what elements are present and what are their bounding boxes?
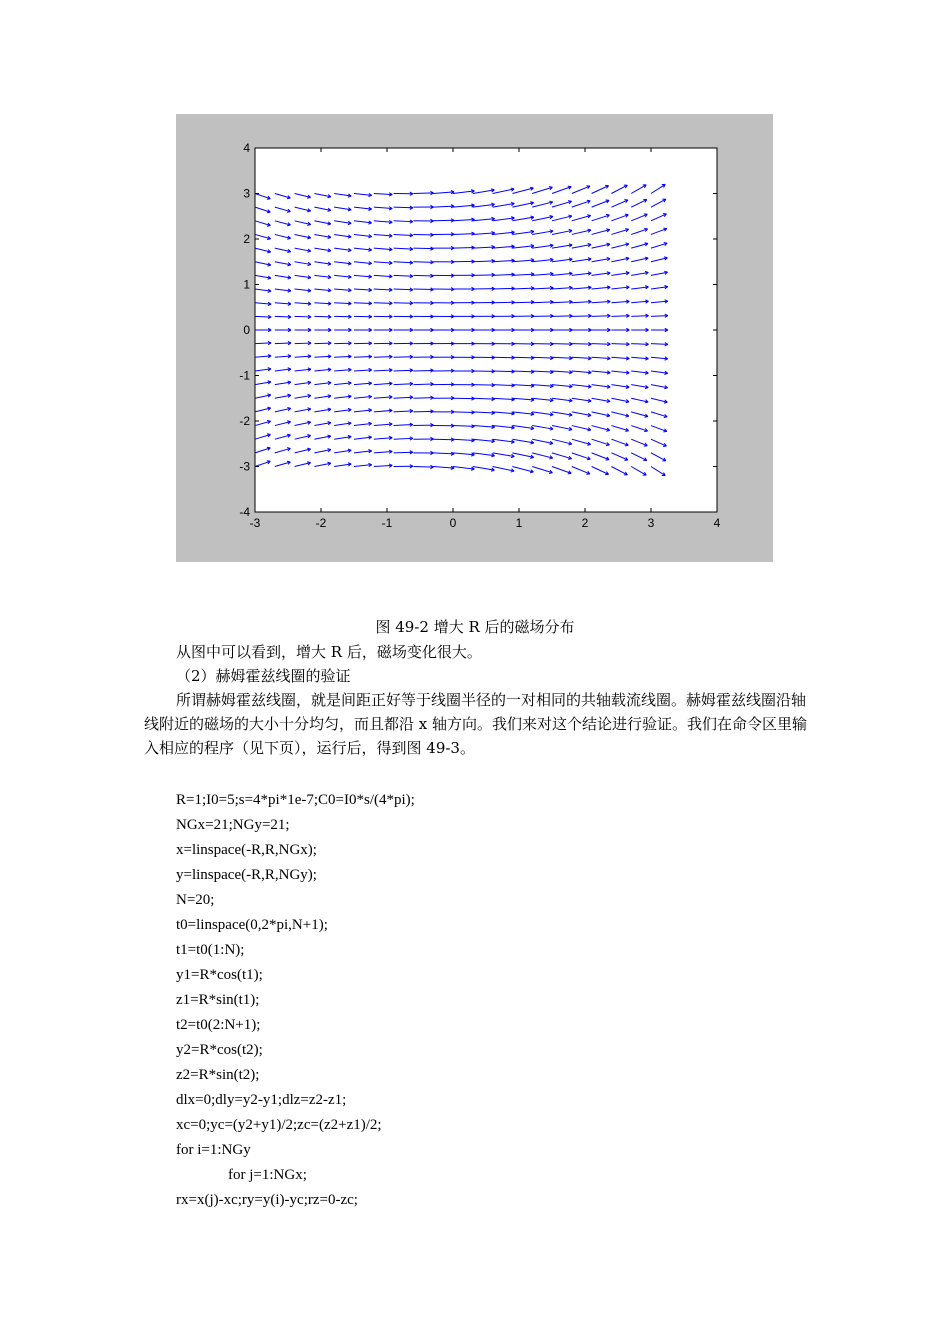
field-arrow-shaft: [473, 385, 495, 386]
field-arrow-shaft: [413, 398, 433, 399]
field-arrow-head: [568, 473, 571, 474]
field-arrow-shaft: [394, 207, 413, 208]
field-arrow-head: [663, 431, 666, 432]
figure-caption: 图 49-2 增大 R 后的磁场分布: [375, 618, 575, 636]
code-block: [176, 788, 415, 1213]
code-line: t2=t0(2:N+1);: [176, 1017, 261, 1033]
field-arrow-head: [267, 212, 270, 213]
field-arrow-shaft: [611, 316, 629, 317]
code-line: rx=x(j)-xc;ry=y(i)-yc;rz=0-zc;: [176, 1192, 358, 1208]
code-line: NGx=21;NGy=21;: [176, 817, 290, 833]
code-line: for j=1:NGx;: [228, 1167, 307, 1183]
field-arrow-shaft: [493, 371, 515, 372]
y-tick-label: 2: [243, 232, 250, 246]
field-arrow-shaft: [295, 316, 311, 317]
field-arrow-shaft: [413, 384, 433, 385]
field-arrow-shaft: [314, 316, 331, 317]
code-line: z2=R*sin(t2);: [176, 1067, 260, 1083]
field-arrow-head: [644, 431, 647, 432]
paragraph-observation: 从图中可以看到，增大 R 后，磁场变化很大。: [176, 643, 482, 661]
field-arrow-shaft: [433, 220, 454, 221]
field-arrow-shaft: [592, 316, 611, 317]
field-arrow-head: [625, 431, 628, 432]
field-arrow-shaft: [512, 302, 534, 303]
x-tick-label: 0: [449, 516, 457, 530]
field-arrow-shaft: [394, 452, 413, 453]
figure-49-2: [176, 114, 773, 562]
field-arrow-shaft: [413, 467, 433, 468]
y-tick-label: 4: [243, 141, 250, 155]
x-tick-label: 4: [713, 516, 721, 530]
field-arrow-shaft: [473, 275, 495, 276]
field-arrow-head: [606, 445, 609, 446]
field-arrow-head: [267, 199, 270, 200]
field-arrow-shaft: [394, 289, 413, 290]
x-tick-label: 1: [515, 516, 523, 530]
code-line: y2=R*cos(t2);: [176, 1042, 263, 1058]
x-tick-label: 3: [647, 516, 655, 530]
field-arrow-head: [587, 459, 590, 460]
field-arrow-shaft: [413, 275, 433, 276]
x-tick-label: -1: [381, 516, 393, 530]
field-arrow-shaft: [314, 343, 331, 344]
field-arrow-head: [267, 226, 270, 227]
paragraph-helmholtz-description: 所谓赫姆霍兹线圈，就是间距正好等于线圈半径的一对相同的共轴载流线圈。赫姆霍兹线圈沿轴线附近的磁场的大小十分均匀，而且都沿 x 轴方向。我们来对这个结论进行验证。我们在命令区里输入相应的程序（见下页），运行后，得到图 49-3。: [144, 691, 808, 757]
quiver-plot: [176, 114, 773, 562]
code-line: dlx=0;dly=y2-y1;dlz=z2-z1;: [176, 1092, 347, 1108]
y-tick-label: 0: [243, 323, 250, 337]
field-arrow-shaft: [572, 316, 592, 317]
field-arrow-shaft: [493, 288, 515, 289]
x-tick-label: -2: [315, 516, 327, 530]
field-arrow-shaft: [572, 344, 592, 345]
field-arrow-shaft: [413, 193, 433, 194]
code-line: y=linspace(-R,R,NGy);: [176, 867, 317, 883]
field-arrow-shaft: [512, 357, 534, 358]
code-line: y1=R*cos(t1);: [176, 967, 263, 983]
field-arrow-shaft: [413, 248, 433, 249]
field-arrow-shaft: [394, 370, 413, 371]
section-heading-helmholtz: （2）赫姆霍兹线圈的验证: [176, 667, 351, 685]
x-tick-label: -3: [249, 516, 261, 530]
y-tick-label: -2: [239, 414, 250, 428]
field-arrow-head: [664, 417, 667, 418]
code-line: x=linspace(-R,R,NGx);: [176, 842, 317, 858]
field-arrow-head: [549, 473, 552, 474]
field-arrow-shaft: [275, 343, 291, 344]
field-arrow-shaft: [631, 344, 648, 345]
field-arrow-shaft: [413, 262, 433, 263]
field-arrow-shaft: [631, 316, 648, 317]
field-arrow-shaft: [413, 411, 433, 412]
code-line: N=20;: [176, 892, 215, 908]
y-tick-label: -3: [239, 459, 250, 474]
field-arrow-shaft: [374, 303, 392, 304]
field-arrow-shaft: [453, 412, 475, 413]
code-line: z1=R*sin(t1);: [176, 992, 260, 1008]
field-arrow-shaft: [453, 248, 475, 249]
y-tick-label: -1: [239, 368, 250, 383]
code-line: R=1;I0=5;s=4*pi*1e-7;C0=I0*s/(4*pi);: [176, 792, 415, 808]
code-line: for i=1:NGy: [176, 1142, 251, 1158]
y-tick-label: 3: [243, 186, 250, 201]
code-line: t1=t0(1:N);: [176, 942, 245, 958]
field-arrow-shaft: [275, 316, 291, 317]
field-arrow-head: [625, 445, 628, 446]
y-tick-label: -4: [239, 505, 250, 519]
code-line: t0=linspace(0,2*pi,N+1);: [176, 917, 328, 933]
field-arrow-shaft: [592, 344, 611, 345]
x-tick-label: 2: [581, 516, 589, 530]
code-line: xc=0;yc=(y2+y1)/2;zc=(z2+z1)/2;: [176, 1117, 382, 1133]
field-arrow-shaft: [433, 439, 454, 440]
field-arrow-shaft: [374, 357, 392, 358]
y-tick-label: 1: [243, 277, 250, 292]
field-arrow-shaft: [295, 343, 311, 344]
field-arrow-shaft: [611, 344, 629, 345]
